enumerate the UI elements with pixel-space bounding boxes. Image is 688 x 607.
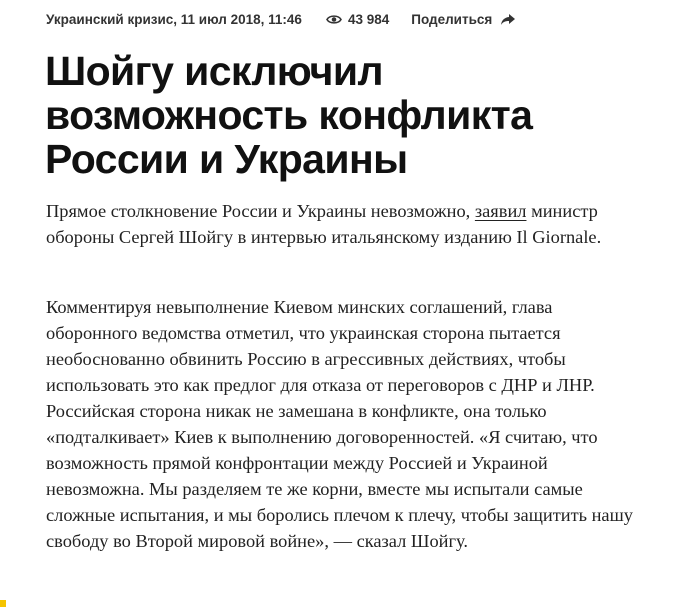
related-news-strip xyxy=(0,596,688,607)
article-meta xyxy=(46,10,516,28)
lead-text-before: Прямое столкновение России и Украины невозможно, xyxy=(46,201,475,221)
article-body-paragraph: Комментируя невыполнение Киевом минских соглашений, глава оборонного ведомства отметил, что украинская сторона пытается необоснованно обвинить Россию в агрессивных действиях, чтобы использовать это как предлог для отказа от переговоров с ДНР и ЛНР. Российская сторона никак не замешана в конфликте, она только «подталкивает» Киев к выполнению договоренностей. «Я считаю, что возможность прямой конфронтации между Россией и Украиной невозможна. Мы разделяем те же корни, вместе мы испытали самые сложные испытания, и мы боролись плечом к плечу, чтобы защитить нашу свободу во Второй мировой войне», — сказал Шойгу. xyxy=(46,297,633,551)
article-title: Шойгу исключил возможность конфликта России и Украины xyxy=(45,48,533,182)
share-label: Поделиться xyxy=(411,11,493,27)
source-link[interactable]: заявил xyxy=(474,201,527,221)
views-count: 43 984 xyxy=(347,11,390,27)
share-button[interactable] xyxy=(411,12,516,27)
accent-marker xyxy=(0,600,6,607)
lead-text-after: министр обороны Сергей Шойгу в интервью итальянскому изданию Il Giornale. xyxy=(46,201,602,247)
category-date[interactable]: Украинский кризис, 11 июл 2018, 11:46 xyxy=(46,11,302,27)
views-counter xyxy=(326,12,389,27)
eye-icon xyxy=(326,14,342,25)
article-lead xyxy=(46,198,646,250)
share-arrow-icon xyxy=(500,13,516,26)
